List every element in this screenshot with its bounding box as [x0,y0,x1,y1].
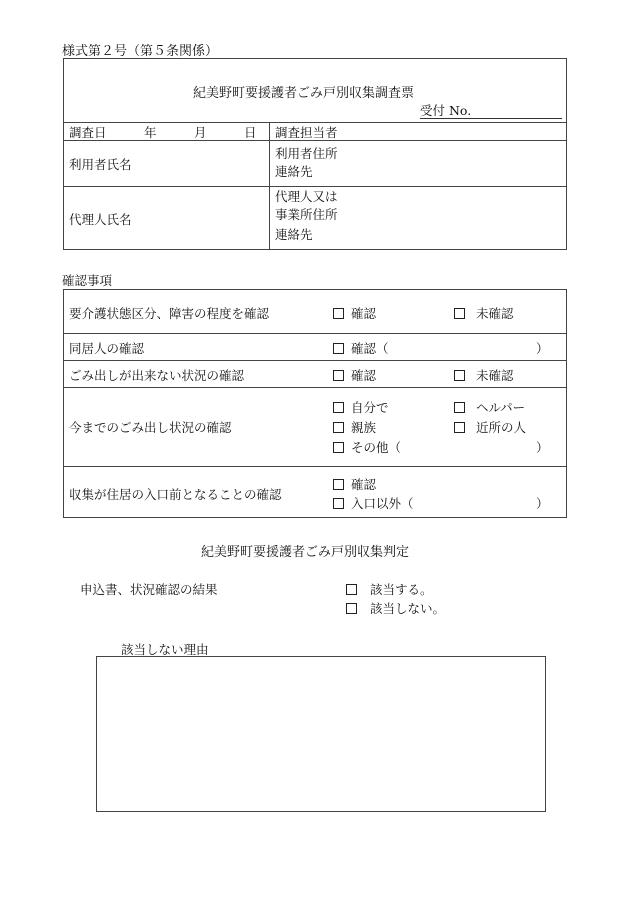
judgment-not-applicable-checkbox[interactable]: 該当しない。 [346,599,445,617]
check-row-cohabitant-label: 同居人の確認 [69,341,145,356]
checkbox-icon [333,479,344,490]
cohabitant-close-paren: ） [536,341,549,356]
reason-label: 該当しない理由 [121,642,209,657]
disposal-helper-checkbox[interactable]: ヘルパー [454,398,525,416]
check-row-entrance-label: 収集が住居の入口前となることの確認 [69,487,282,502]
check-row-inability-label: ごみ出しが出来ない状況の確認 [69,368,245,383]
disposal-relative-checkbox[interactable]: 親族 [333,418,376,436]
care-level-unconfirmed-checkbox[interactable]: 未確認 [454,304,514,322]
divider [63,360,567,361]
agent-name-label: 代理人氏名 [69,212,132,227]
checkbox-icon [333,308,344,319]
receipt-number-label: 受付 No. [420,103,472,118]
checkbox-icon [333,402,344,413]
divider [63,186,567,187]
judgment-title: 紀美野町要援護者ごみ戸別収集判定 [201,545,410,560]
cohabitant-confirmed-checkbox[interactable]: 確認（ [333,339,389,357]
checkbox-icon [333,442,344,453]
entrance-confirmed-checkbox[interactable]: 確認 [333,475,376,493]
form-title: 紀美野町要援護者ごみ戸別収集調査票 [193,86,415,101]
divider [63,333,567,334]
inability-confirmed-checkbox[interactable]: 確認 [333,366,376,384]
agent-address-label-2: 事業所住所 [275,207,338,222]
form-number: 様式第２号（第５条関係） [62,44,219,59]
entrance-other-close-paren: ） [536,496,549,511]
disposal-neighbor-checkbox[interactable]: 近所の人 [454,418,526,436]
divider [63,466,567,467]
inability-unconfirmed-checkbox[interactable]: 未確認 [454,366,514,384]
care-level-confirmed-checkbox[interactable]: 確認 [333,304,376,322]
user-contact-label: 連絡先 [275,164,313,179]
check-row-care-level-label: 要介護状態区分、障害の程度を確認 [69,306,270,321]
checkbox-icon [333,370,344,381]
checkbox-icon [333,422,344,433]
receipt-number-field[interactable] [420,118,562,119]
disposal-other-close-paren: ） [536,440,549,455]
surveyor-label: 調査担当者 [275,125,338,140]
judgment-applicable-checkbox[interactable]: 該当する。 [346,580,433,598]
checkbox-icon [454,308,465,319]
checkbox-icon [333,498,344,509]
check-row-previous-disposal-label: 今までのごみ出し状況の確認 [69,420,232,435]
entrance-other-checkbox[interactable]: 入口以外（ [333,494,414,512]
agent-contact-label: 連絡先 [275,227,313,242]
judgment-result-label: 申込書、状況確認の結果 [80,582,218,597]
disposal-self-checkbox[interactable]: 自分で [333,398,389,416]
checkbox-icon [454,370,465,381]
user-address-label: 利用者住所 [275,146,338,161]
user-name-label: 利用者氏名 [69,157,132,172]
divider [63,387,567,388]
checkbox-icon [454,422,465,433]
divider [269,122,270,250]
checkbox-icon [333,343,344,354]
checkbox-icon [346,603,357,614]
survey-date-label: 調査日 年 月 日 [69,125,257,140]
confirmation-section-title: 確認事項 [62,273,113,288]
disposal-other-checkbox[interactable]: その他（ [333,438,401,456]
checkbox-icon [454,402,465,413]
agent-address-label-1: 代理人又は [275,189,338,204]
reason-textbox[interactable] [96,656,546,812]
checkbox-icon [346,584,357,595]
